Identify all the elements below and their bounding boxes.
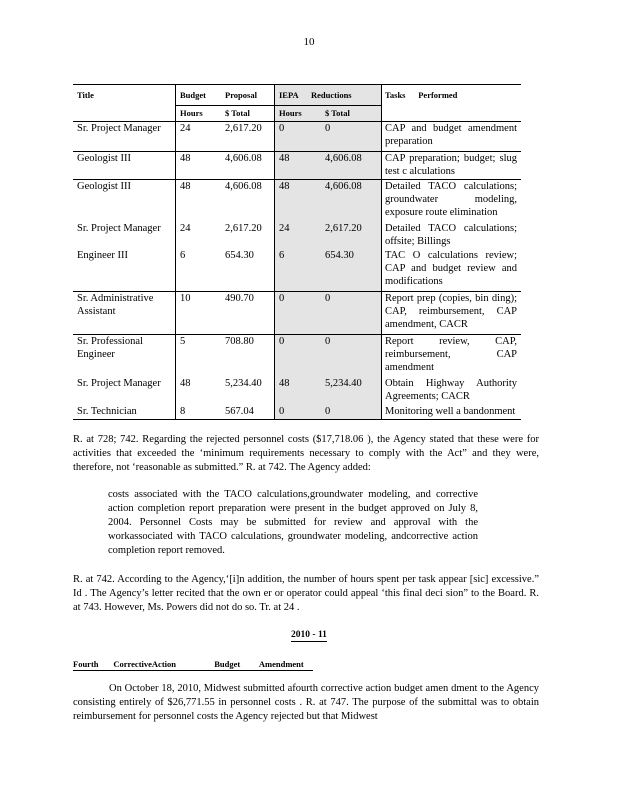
header-total: $ Total <box>225 108 250 118</box>
cell-hours: 24 <box>180 123 191 134</box>
cell-title: Engineer III <box>77 250 129 261</box>
cell-title: Sr. Professional Engineer <box>77 336 143 360</box>
header-tasks: Tasks Performed <box>385 90 458 100</box>
personnel-cost-table <box>73 84 521 420</box>
cell-title: Sr. Project Manager <box>77 378 161 389</box>
cell-total: 490.70 <box>225 293 254 304</box>
table-row <box>73 291 521 334</box>
cell-title: Geologist III <box>77 153 131 164</box>
cell-iepa-total: 0 <box>325 406 331 417</box>
cell-iepa-hours: 24 <box>279 223 290 234</box>
table-entry <box>73 292 521 334</box>
cell-tasks: Obtain Highway Authority Agreements; CACR <box>385 378 517 402</box>
table-entry <box>73 249 521 291</box>
cell-total: 654.30 <box>225 250 254 261</box>
cell-tasks: Detailed TACO calculations; groundwater modeling, exposure route elimination <box>385 181 517 218</box>
cell-hours: 48 <box>180 181 191 192</box>
cell-tasks: Report review, CAP, reimbursement, CAP amendment <box>385 336 517 373</box>
header-budget: Budget <box>180 90 206 100</box>
header-proposal: Proposal <box>225 90 257 100</box>
header-iepa-total: $ Total <box>325 108 350 118</box>
cell-iepa-total: 654.30 <box>325 250 354 261</box>
table-row <box>73 151 521 179</box>
header-iepa: IEPA <box>279 90 299 100</box>
cell-total: 567.04 <box>225 406 254 417</box>
cell-hours: 8 <box>180 406 186 417</box>
cell-title: Sr. Technician <box>77 406 137 417</box>
cell-tasks: CAP and budget amendment preparation <box>385 123 517 147</box>
header-reductions: Reductions <box>311 90 352 100</box>
table-header <box>73 84 521 121</box>
table-entry <box>73 405 521 419</box>
cell-tasks: Report prep (copies, bin ding); CAP, reimbursement, CAP amendment, CACR <box>385 293 517 330</box>
cell-iepa-total: 5,234.40 <box>325 378 362 389</box>
cell-hours: 48 <box>180 153 191 164</box>
cell-iepa-hours: 0 <box>279 123 285 134</box>
cell-title: Sr. Project Manager <box>77 223 161 234</box>
cell-hours: 6 <box>180 250 186 261</box>
cell-total: 4,606.08 <box>225 181 262 192</box>
table-entry <box>73 222 521 249</box>
year-heading-text: 2010 - 11 <box>291 630 327 640</box>
cell-hours: 10 <box>180 293 191 304</box>
cell-iepa-hours: 48 <box>279 181 290 192</box>
year-heading <box>0 630 618 640</box>
header-iepa-hours: Hours <box>279 108 302 118</box>
cell-total: 5,234.40 <box>225 378 262 389</box>
cell-total: 4,606.08 <box>225 153 262 164</box>
cell-iepa-total: 0 <box>325 123 331 134</box>
paragraph-agency-letter: R. at 742. According to the Agency,‘[i]n addition, the number of hours spent per task appear [sic] excessive.” Id . The Agency’s letter recited that the own er or operator could appeal ‘this final deci sion” to the Board. R. at 743. However, Ms. Powers did not do so. Tr. at 24 . <box>73 574 539 613</box>
cell-total: 2,617.20 <box>225 223 262 234</box>
cell-iepa-hours: 0 <box>279 406 285 417</box>
cell-iepa-total: 0 <box>325 293 331 304</box>
header-title: Title <box>77 90 94 100</box>
table-row <box>73 334 521 420</box>
cell-title: Sr. Project Manager <box>77 123 161 134</box>
table-row <box>73 179 521 291</box>
paragraph-rejected-costs: R. at 728; 742. Regarding the rejected personnel costs ($17,718.06 ), the Agency stated that these were for activities that exceeded the ‘minimum requirements necessary to comply with the Act” and they were, therefore, not ‘reasonable as submitted.” R. at 742. The Agency added: <box>73 434 539 473</box>
cell-tasks: CAP preparation; budget; slug test c alculations <box>385 153 517 177</box>
header-hours: Hours <box>180 108 203 118</box>
cell-iepa-hours: 48 <box>279 153 290 164</box>
table-entry <box>73 335 521 377</box>
cell-iepa-total: 4,606.08 <box>325 181 362 192</box>
cell-iepa-total: 4,606.08 <box>325 153 362 164</box>
cell-total: 2,617.20 <box>225 123 262 134</box>
cell-hours: 24 <box>180 223 191 234</box>
cell-tasks: Monitoring well a bandonment <box>385 406 516 417</box>
cell-iepa-hours: 0 <box>279 336 285 347</box>
paragraph-fourth-amendment: On October 18, 2010, Midwest submitted afourth corrective action budget amen dment to the Agency consisting entirely of $26,771.55 in personnel costs . R. at 747. The purpose of the submittal was to obtain reimbursement for personnel costs the Agency rejected but that Midwest <box>73 683 539 722</box>
cell-iepa-hours: 0 <box>279 293 285 304</box>
table-entry <box>73 122 521 151</box>
block-quote: costs associated with the TACO calculations,groundwater modeling, and corrective action completion report preparation were present in the budget approved on July 8, 2004. Personnel Costs may be submitted for review and approval with the workassociated with TACO calculations, groundwater modeling, andcorrective action completion report removed. <box>108 489 478 556</box>
cell-tasks: Detailed TACO calculations; offsite; Billings <box>385 223 517 247</box>
table-row <box>73 121 521 151</box>
cell-tasks: TAC O calculations review; CAP and budget review and modifications <box>385 250 517 287</box>
cell-title: Sr. Administrative Assistant <box>77 293 154 317</box>
cell-total: 708.80 <box>225 336 254 347</box>
cell-hours: 48 <box>180 378 191 389</box>
table-entry <box>73 152 521 179</box>
table-entry <box>73 377 521 405</box>
cell-iepa-hours: 48 <box>279 378 290 389</box>
cell-iepa-hours: 6 <box>279 250 285 261</box>
cell-title: Geologist III <box>77 181 131 192</box>
cell-hours: 5 <box>180 336 186 347</box>
page-number: 10 <box>303 36 315 48</box>
cell-iepa-total: 0 <box>325 336 331 347</box>
table-entry <box>73 180 521 222</box>
section-heading: Fourth CorrectiveAction Budget Amendment <box>73 659 313 671</box>
table-body <box>73 121 521 420</box>
cell-iepa-total: 2,617.20 <box>325 223 362 234</box>
